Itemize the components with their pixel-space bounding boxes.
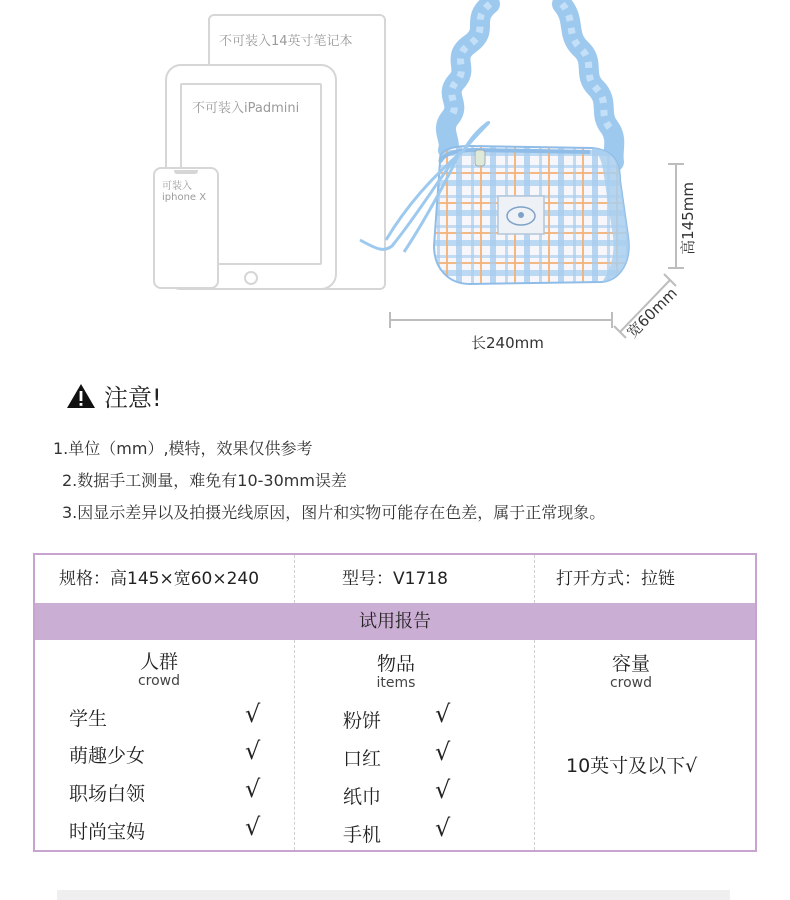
list-item: 学生 [69,708,108,730]
spec-size: 规格：高145×宽60×240 [59,569,260,589]
spec-opening: 打开方式：拉链 [556,569,675,589]
warning-icon [66,383,96,409]
phone-label: 可装入 iphone X [162,181,207,203]
height-label: 高145mm [678,182,697,255]
note-item-2: 2.数据手工测量，难免有10-30mm误差 [62,471,347,490]
check-mark: √ [435,738,451,766]
ipad-label: 不可装入iPadmini [192,101,300,116]
spec-table [33,553,757,852]
list-item: 萌趣少女 [69,745,146,767]
column-head-items [296,653,496,691]
check-mark: √ [435,776,451,804]
spec-row [35,555,755,603]
length-label: 长240mm [471,334,544,352]
list-item: 纸巾 [343,786,382,808]
list-item: 口红 [343,748,382,770]
notice-heading [66,378,162,413]
footer-bar [57,890,730,900]
spec-model: 型号：V1718 [342,569,448,589]
column-subtitle: crowd [137,673,181,689]
list-item: 时尚宝妈 [69,821,146,843]
check-mark: √ [435,814,451,842]
capacity-value: 10英寸及以下√ [566,755,698,777]
notice-title: 注意! [104,384,162,412]
laptop-label: 不可装入14英寸笔记本 [219,34,353,49]
check-mark: √ [435,700,451,728]
list-item: 职场白领 [69,783,146,805]
check-mark: √ [245,813,261,841]
divider [534,555,535,603]
note-item-1: 1.单位（mm）,模特，效果仅供参考 [53,439,313,458]
divider [294,640,295,850]
dimension-lines [380,150,720,350]
report-title: 试用报告 [35,603,755,640]
column-subtitle: crowd [609,675,653,691]
column-title: 人群 [139,651,178,673]
column-subtitle: items [376,675,416,691]
check-mark: √ [245,775,261,803]
column-head-capacity [531,653,731,691]
check-mark: √ [245,700,261,728]
list-item: 手机 [343,824,382,846]
ipad-home-button [244,271,258,285]
phone-notch [174,170,198,174]
divider [294,555,295,603]
width-label: 宽60mm [623,284,681,342]
list-item: 粉饼 [343,710,382,732]
column-title: 容量 [611,653,650,675]
check-mark: √ [245,737,261,765]
column-head-crowd [59,651,259,689]
column-title: 物品 [376,653,415,675]
note-item-3: 3.因显示差异以及拍摄光线原因，图片和实物可能存在色差，属于正常现象。 [62,503,606,522]
